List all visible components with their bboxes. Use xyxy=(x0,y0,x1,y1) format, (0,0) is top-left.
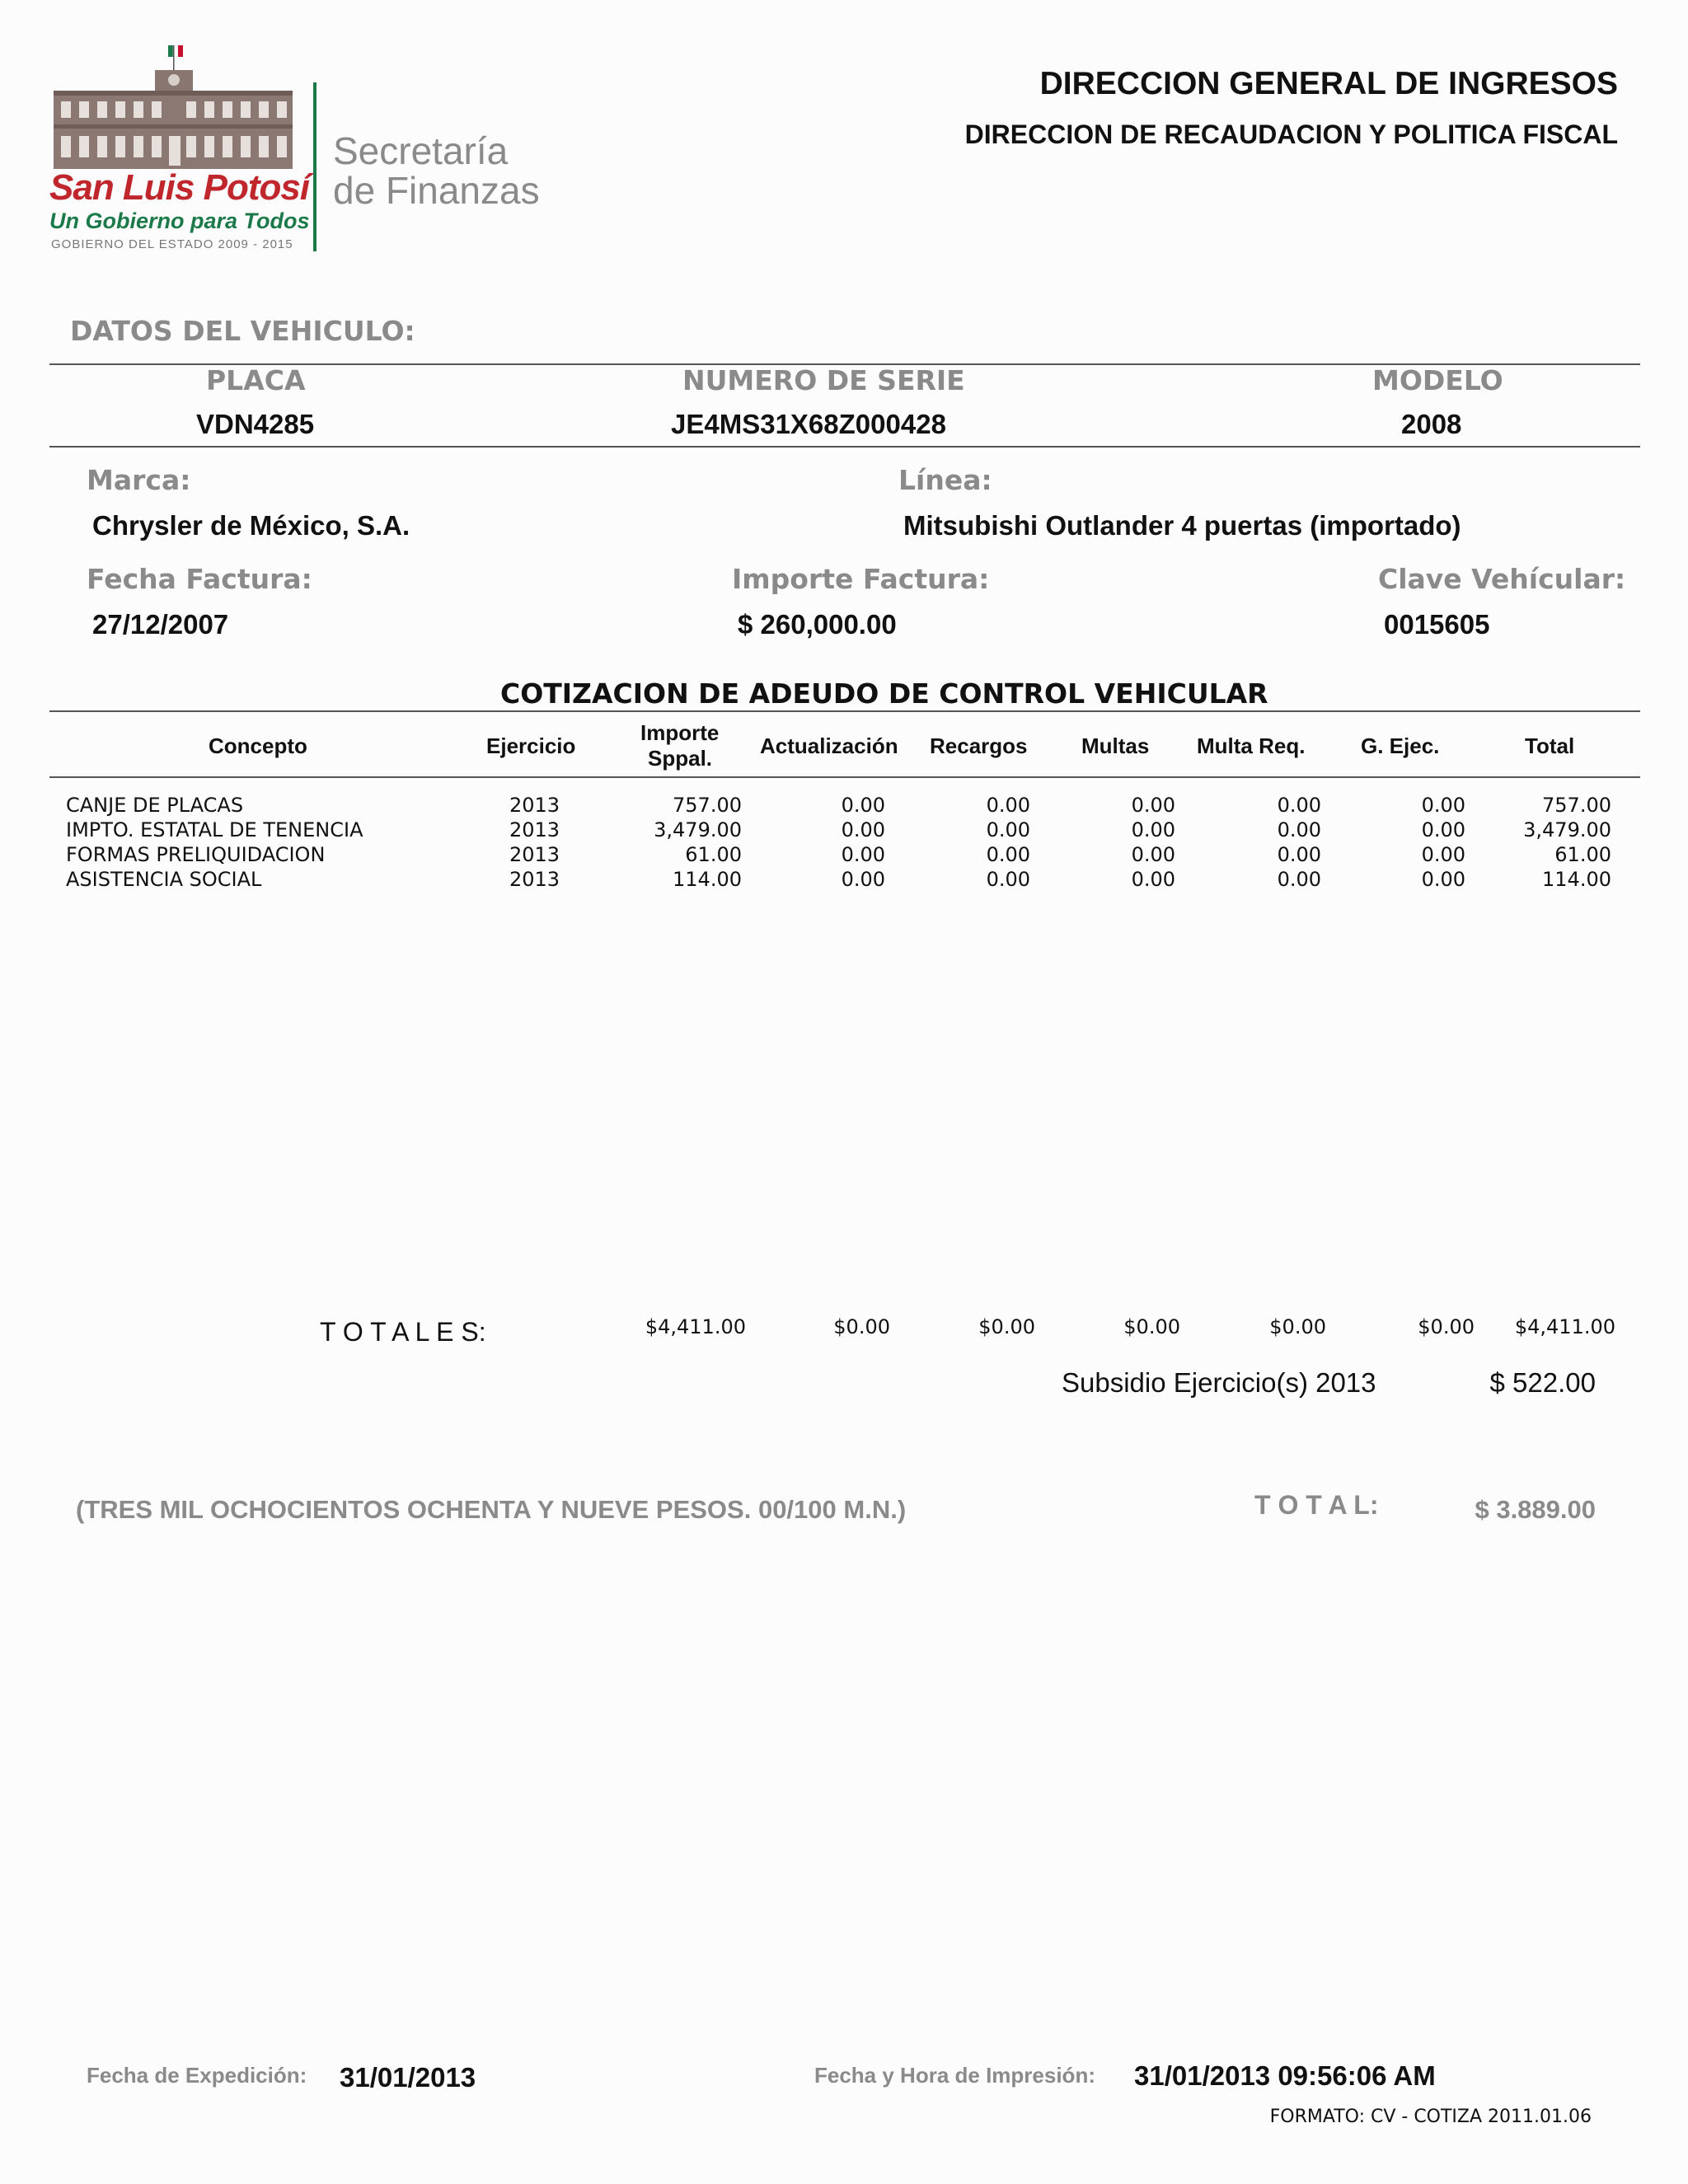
col-multas: Multas xyxy=(1081,733,1150,758)
total-recargos: $0.00 xyxy=(978,1315,1035,1338)
grand-total-value: $ 3.889.00 xyxy=(1475,1495,1596,1524)
table-row-g-ejec: 0.00 xyxy=(1421,794,1465,817)
table-row-actualizacion: 0.00 xyxy=(841,868,885,891)
col-total: Total xyxy=(1525,733,1575,758)
table-row-multas: 0.00 xyxy=(1131,843,1175,866)
table-row-recargos: 0.00 xyxy=(986,794,1030,817)
expedicion-value: 31/01/2013 xyxy=(340,2062,476,2093)
importe-factura-label: Importe Factura: xyxy=(732,563,990,595)
marca-value: Chrysler de México, S.A. xyxy=(92,510,410,541)
subsidio-label: Subsidio Ejercicio(s) 2013 xyxy=(1062,1367,1376,1398)
table-row-importe: 114.00 xyxy=(673,868,742,891)
modelo-value: 2008 xyxy=(1401,409,1462,439)
table-row-importe: 61.00 xyxy=(685,843,742,866)
palace-building-icon xyxy=(49,45,297,169)
total-importe: $4,411.00 xyxy=(645,1315,746,1338)
table-row-recargos: 0.00 xyxy=(986,868,1030,891)
quote-title: COTIZACION DE ADEUDO DE CONTROL VEHICULAR xyxy=(500,677,1268,710)
grand-total-label: T O T A L: xyxy=(1254,1490,1379,1520)
table-row-ejercicio: 2013 xyxy=(509,818,560,841)
impresion-label: Fecha y Hora de Impresión: xyxy=(814,2063,1095,2088)
table-row-concepto: IMPTO. ESTATAL DE TENENCIA xyxy=(66,818,363,841)
table-row-recargos: 0.00 xyxy=(986,818,1030,841)
table-row-multas: 0.00 xyxy=(1131,818,1175,841)
subsidio-value: $ 522.00 xyxy=(1489,1367,1596,1398)
header-subtitle: DIRECCION DE RECAUDACION Y POLITICA FISCAL xyxy=(964,120,1618,149)
logo-dept-line1: Secretaría xyxy=(333,129,509,172)
table-row-recargos: 0.00 xyxy=(986,843,1030,866)
col-ejercicio: Ejercicio xyxy=(486,733,576,758)
linea-label: Línea: xyxy=(898,464,992,496)
totals-label: T O T A L E S: xyxy=(320,1317,486,1347)
table-row-ejercicio: 2013 xyxy=(509,843,560,866)
impresion-value: 31/01/2013 09:56:06 AM xyxy=(1134,2060,1436,2091)
col-multa-req: Multa Req. xyxy=(1197,733,1306,758)
table-row-concepto: ASISTENCIA SOCIAL xyxy=(66,868,262,891)
table-row-multa-req: 0.00 xyxy=(1277,868,1321,891)
table-row-ejercicio: 2013 xyxy=(509,868,560,891)
importe-factura-value: $ 260,000.00 xyxy=(738,609,897,640)
table-row-multa-req: 0.00 xyxy=(1277,794,1321,817)
table-row-actualizacion: 0.00 xyxy=(841,818,885,841)
col-importe: Importe xyxy=(640,720,720,745)
fecha-factura-label: Fecha Factura: xyxy=(87,563,312,595)
modelo-label: MODELO xyxy=(1372,364,1503,396)
linea-value: Mitsubishi Outlander 4 puertas (importado) xyxy=(903,510,1461,541)
table-row-total: 114.00 xyxy=(1542,868,1611,891)
clave-vehicular-label: Clave Vehícular: xyxy=(1378,563,1626,595)
total-multa-req: $0.00 xyxy=(1269,1315,1326,1338)
col-concepto: Concepto xyxy=(209,733,307,758)
table-row-g-ejec: 0.00 xyxy=(1421,868,1465,891)
col-recargos: Recargos xyxy=(930,733,1028,758)
col-actualizacion: Actualización xyxy=(760,733,898,758)
logo-motto: Un Gobierno para Todos xyxy=(49,209,310,233)
total-multas: $0.00 xyxy=(1123,1315,1180,1338)
government-logo xyxy=(49,45,313,260)
serie-label: NUMERO DE SERIE xyxy=(682,364,965,396)
table-row-multas: 0.00 xyxy=(1131,868,1175,891)
clave-vehicular-value: 0015605 xyxy=(1384,609,1490,640)
col-g-ejec: G. Ejec. xyxy=(1361,733,1440,758)
placa-value: VDN4285 xyxy=(196,409,315,439)
total-total: $4,411.00 xyxy=(1514,1315,1615,1338)
expedicion-label: Fecha de Expedición: xyxy=(87,2063,307,2088)
table-row-concepto: FORMAS PRELIQUIDACION xyxy=(66,843,326,866)
logo-period: GOBIERNO DEL ESTADO 2009 - 2015 xyxy=(51,237,293,251)
serie-value: JE4MS31X68Z000428 xyxy=(671,409,946,439)
header-title: DIRECCION GENERAL DE INGRESOS xyxy=(1039,66,1618,101)
table-header-top-rule xyxy=(49,710,1640,712)
table-row-actualizacion: 0.00 xyxy=(841,843,885,866)
logo-state-name: San Luis Potosí xyxy=(49,167,310,208)
col-sppal: Sppal. xyxy=(648,746,713,771)
table-row-g-ejec: 0.00 xyxy=(1421,818,1465,841)
table-row-multa-req: 0.00 xyxy=(1277,818,1321,841)
table-row-importe: 3,479.00 xyxy=(654,818,742,841)
table-row-importe: 757.00 xyxy=(673,794,742,817)
table-row-ejercicio: 2013 xyxy=(509,794,560,817)
table-row-total: 61.00 xyxy=(1554,843,1611,866)
logo-divider xyxy=(313,82,316,251)
table-row-multa-req: 0.00 xyxy=(1277,843,1321,866)
table-row-g-ejec: 0.00 xyxy=(1421,843,1465,866)
marca-label: Marca: xyxy=(87,464,191,496)
table-row-total: 3,479.00 xyxy=(1523,818,1611,841)
formato-code: FORMATO: CV - COTIZA 2011.01.06 xyxy=(1269,2107,1592,2127)
table-row-actualizacion: 0.00 xyxy=(841,794,885,817)
table-row-multas: 0.00 xyxy=(1131,794,1175,817)
total-g-ejec: $0.00 xyxy=(1418,1315,1475,1338)
table-row-total: 757.00 xyxy=(1542,794,1611,817)
table-header-bottom-rule xyxy=(49,776,1640,778)
placa-label: PLACA xyxy=(206,364,306,396)
logo-dept-line2: de Finanzas xyxy=(333,169,540,212)
amount-in-words: (TRES MIL OCHOCIENTOS OCHENTA Y NUEVE PESOS. 00/100 M.N.) xyxy=(76,1495,907,1524)
total-actualizacion: $0.00 xyxy=(833,1315,890,1338)
fecha-factura-value: 27/12/2007 xyxy=(92,609,229,640)
table-row-concepto: CANJE DE PLACAS xyxy=(66,794,244,817)
vehicle-section-title: DATOS DEL VEHICULO: xyxy=(70,315,415,347)
divider-mid xyxy=(49,446,1640,448)
